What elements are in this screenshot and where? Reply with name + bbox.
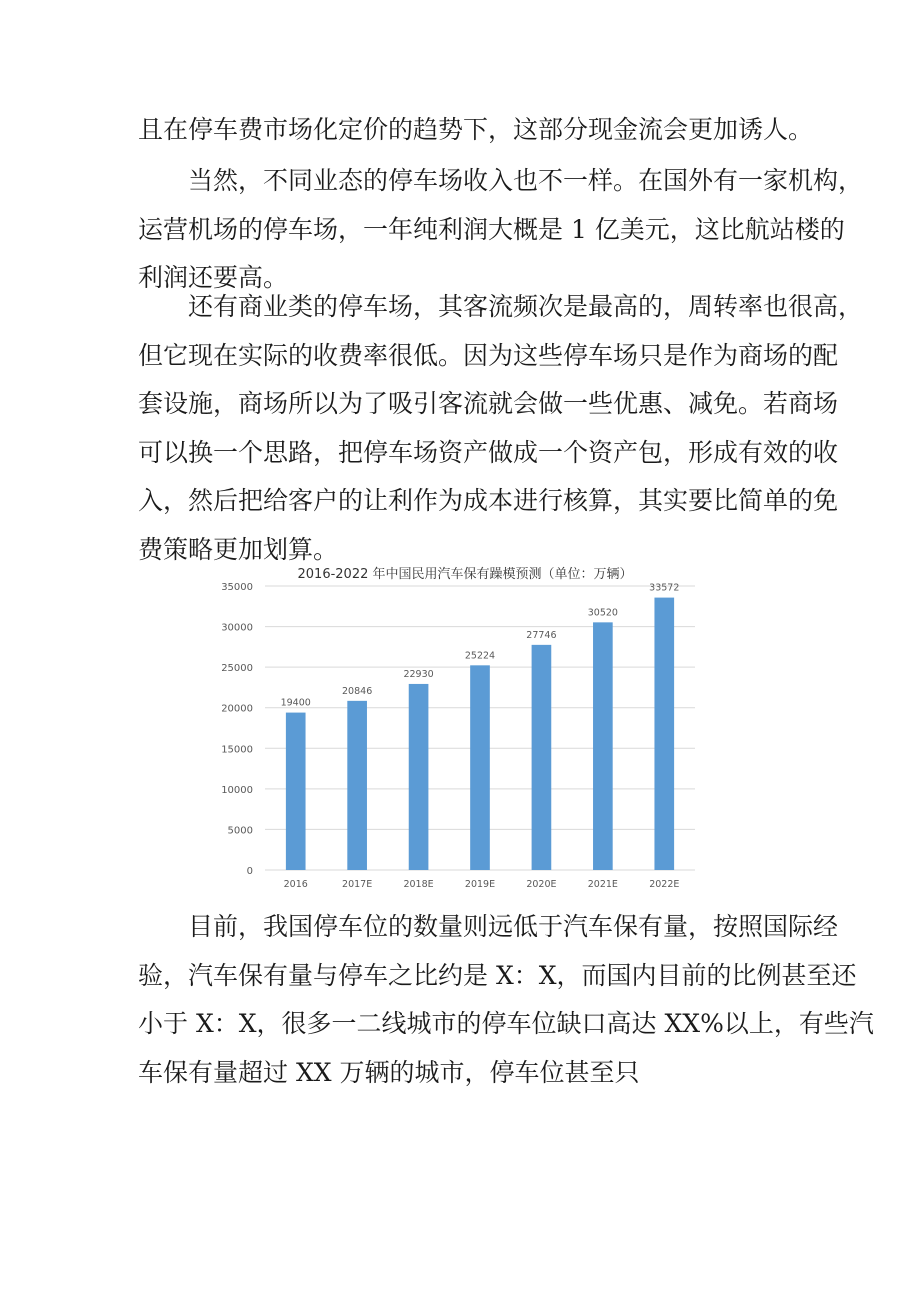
chart-x-tick-label: 2021E (587, 879, 618, 890)
chart-x-tick-label: 2019E (464, 879, 496, 890)
chart-x-tick-label: 2017E (342, 879, 373, 890)
chart-y-tick-label: 15000 (221, 744, 253, 756)
paragraph-line: 当然，不同业态的停车场收入也不一样。在国外有一家机构， (188, 166, 864, 195)
paragraph-line: 还有商业类的停车场，其客流频次是最高的，周转率也很高， (188, 292, 864, 321)
paragraph-line: 验，汽车保有量与停车之比约是 X：X，而国内目前的比例甚至还 (138, 960, 857, 990)
paragraph-line: 可以换一个思路，把停车场资产做成一个资产包，形成有效的收 (138, 437, 839, 467)
chart-data-label: 22930 (403, 668, 434, 680)
chart-y-tick-label: 25000 (221, 663, 253, 675)
chart-bar (347, 701, 367, 870)
paragraph-line: 套设施，商场所以为了吸引客流就会做一些优惠、减免。若商场 (138, 389, 839, 418)
chart-y-tick-label: 0 (246, 866, 253, 877)
chart-bar (409, 684, 429, 870)
chart-bar (593, 622, 613, 870)
chart-data-label: 33572 (649, 582, 680, 594)
chart-x-tick-label: 2016 (283, 879, 308, 890)
paragraph-3 (138, 283, 864, 574)
chart-y-tick-label: 20000 (221, 703, 253, 715)
chart-y-tick-label: 10000 (221, 784, 253, 796)
chart-data-label: 30520 (587, 607, 618, 619)
paragraph-line: 运营机场的停车场，一年纯利润大概是 1 亿美元，这比航站楼的 (138, 214, 845, 244)
paragraph-line: 利润还要高。 (138, 263, 289, 292)
paragraph-line: 入，然后把给客户的让利作为成本进行核算，其实要比简单的免 (138, 486, 839, 515)
vehicle-ownership-bar-chart (209, 558, 709, 898)
chart-bar (532, 645, 552, 870)
paragraph-line: 小于 X：X，很多一二线城市的停车位缺口高达 XX%以上，有些汽 (138, 1009, 874, 1038)
chart-svg (209, 558, 709, 898)
chart-y-tick-label: 35000 (221, 582, 253, 593)
chart-y-tick-label: 5000 (227, 825, 253, 837)
paragraph-2 (138, 157, 864, 303)
paragraph-line: 车保有量超过 XX 万辆的城市，停车位甚至只 (138, 1057, 640, 1087)
chart-data-label: 27746 (526, 629, 557, 641)
chart-x-tick-label: 2022E (649, 879, 680, 890)
chart-x-tick-label: 2018E (403, 879, 434, 890)
chart-bar (286, 713, 306, 870)
chart-data-label: 19400 (280, 697, 311, 709)
paragraph-1 (138, 106, 814, 155)
chart-x-axis (284, 879, 680, 890)
chart-bar (654, 598, 674, 870)
paragraph-4 (138, 903, 874, 1097)
chart-y-tick-label: 30000 (221, 622, 253, 634)
paragraph-line: 但它现在实际的收费率很低。因为这些停车场只是作为商场的配 (138, 340, 839, 370)
chart-x-tick-label: 2020E (526, 879, 557, 890)
chart-data-label: 25224 (464, 650, 496, 662)
chart-y-axis (221, 582, 253, 877)
paragraph-line: 费策略更加划算。 (138, 534, 339, 564)
chart-title: 2016-2022 年中国民用汽车保有躁模预测（单位：万辆） (297, 567, 633, 582)
chart-bar (470, 665, 490, 870)
chart-data-label: 20846 (342, 685, 373, 697)
paragraph-line: 且在停车费市场化定价的趋势下，这部分现金流会更加诱人。 (138, 115, 814, 144)
paragraph-line: 目前，我国停车位的数量则远低于汽车保有量，按照国际经 (188, 912, 839, 941)
